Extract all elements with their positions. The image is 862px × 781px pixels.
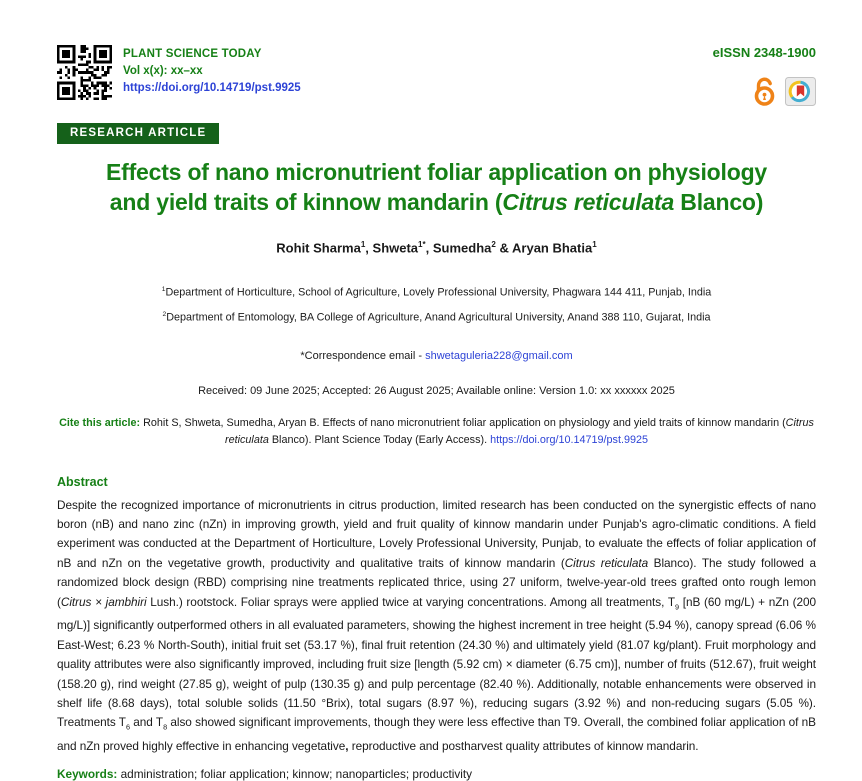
open-access-icon <box>753 77 776 106</box>
keywords-line: Keywords: administration; foliar application; kinnow; nanoparticles; productivity <box>57 766 473 781</box>
abstract-text: Despite the recognized importance of micronutrients in citrus production, limited research has been conducted on the synergistic effects of nano boron (nB) and nano zinc (nZn) in improving growth, yield and fruit quality of kinnow mandarin under Punjab's agro-climatic conditions. A field experiment was conducted at the Department of Horticulture, Lovely Professional University, Punjab, to evaluate the effects of foliar application of nB and nZn on the vegetative growth, productivity and qualitative traits of kinnow mandarin (Citrus reticulata Blanco). The study followed a randomized block design (RBD) comprising nine treatments replicated thrice, using 27 uniform, twelve-year-old trees grafted onto rough lemon (Citrus × jambhiri Lush.) rootstock. Foliar sprays were applied twice at varying concentrations. Among all treatments, $T_9$ [nB (60 mg/L) + nZn (200 mg/L)] significantly outperformed others in all evaluated parameters, showing the highest increment in tree height (5.94 %), canopy spread (6.06 % East-West; 6.23 % North-South), initial fruit set (53.17 %), final fruit retention (24.30 %) and ultimately yield (81.07 kg/plant). Fruit morphology and quality attributes were also significantly improved, including fruit size [length (5.92 cm) × diameter (6.75 cm)], number of fruits (512.67), fruit weight (158.20 g), rind weight (27.85 g), weight of pulp (130.35 g) and pulp percentage (82.40 %). Additionally, notable enhancements were observed in shelf life (8.68 days), total soluble solids (11.50 °Brix), total sugars (8.97 %), reducing sugars (3.92 %) and non-reducing sugars (5.05 %). Treatments $T_6$ and $T_8$ also showed significant improvements, though they were less effective than T9. Overall, the combined foliar application of nB and nZn proved highly effective in enhancing vegetative, reproductive and postharvest quality attributes of kinnow mandarin. <box>57 497 817 754</box>
research-article-badge: RESEARCH ARTICLE <box>57 123 219 144</box>
correspondence-line <box>57 350 816 362</box>
journal-name: PLANT SCIENCE TODAY <box>123 48 262 60</box>
qr-code-icon <box>57 45 112 100</box>
citation-text: Cite this article: Rohit S, Shweta, Sumedha, Aryan B. Effects of nano micronutrient foliar application on physiology and yield traits of kinnow mandarin (Citrus reticulata Blanco). Plant Science Today (Early Access). <box>59 416 814 446</box>
author-byline: Rohit Sharma$^1$, Shweta$^{1*}$, Sumedha$^2$ & Aryan Bhatia$^1$ <box>276 240 597 256</box>
title-line-1: Effects of nano micronutrient foliar application on physiology <box>105 159 768 185</box>
affiliation-2: $^2$Department of Entomology, BA College of Agriculture, Anand Agricultural University, Anand 388 110, Gujarat, India <box>162 310 711 324</box>
citation-doi-link[interactable]: https://doi.org/10.14719/pst.9925 <box>490 433 648 446</box>
citation-block <box>57 415 816 449</box>
affiliations <box>57 279 816 328</box>
page-header <box>57 45 816 106</box>
eissn-label: eISSN 2348-1900 <box>712 45 816 60</box>
abstract-heading: Abstract <box>57 474 108 489</box>
affiliation-1: $^1$Department of Horticulture, School of Agriculture, Lovely Professional University, Phagwara 144 411, Punjab, India <box>161 286 712 299</box>
correspondence-label: *Correspondence email - <box>300 349 426 362</box>
correspondence-email-link[interactable]: shwetaguleria228@gmail.com <box>425 349 573 362</box>
article-dates: Received: 09 June 2025; Accepted: 26 August 2025; Available online: Version 1.0: xx xxxxxx 2025 <box>198 384 675 397</box>
article-title <box>57 157 816 217</box>
crossmark-icon[interactable] <box>785 77 816 106</box>
header-doi-link[interactable]: https://doi.org/10.14719/pst.9925 <box>123 82 301 94</box>
volume-issue: Vol x(x): xx–xx <box>123 65 203 77</box>
title-line-2: and yield traits of kinnow mandarin (Citrus reticulata Blanco) <box>109 189 764 215</box>
